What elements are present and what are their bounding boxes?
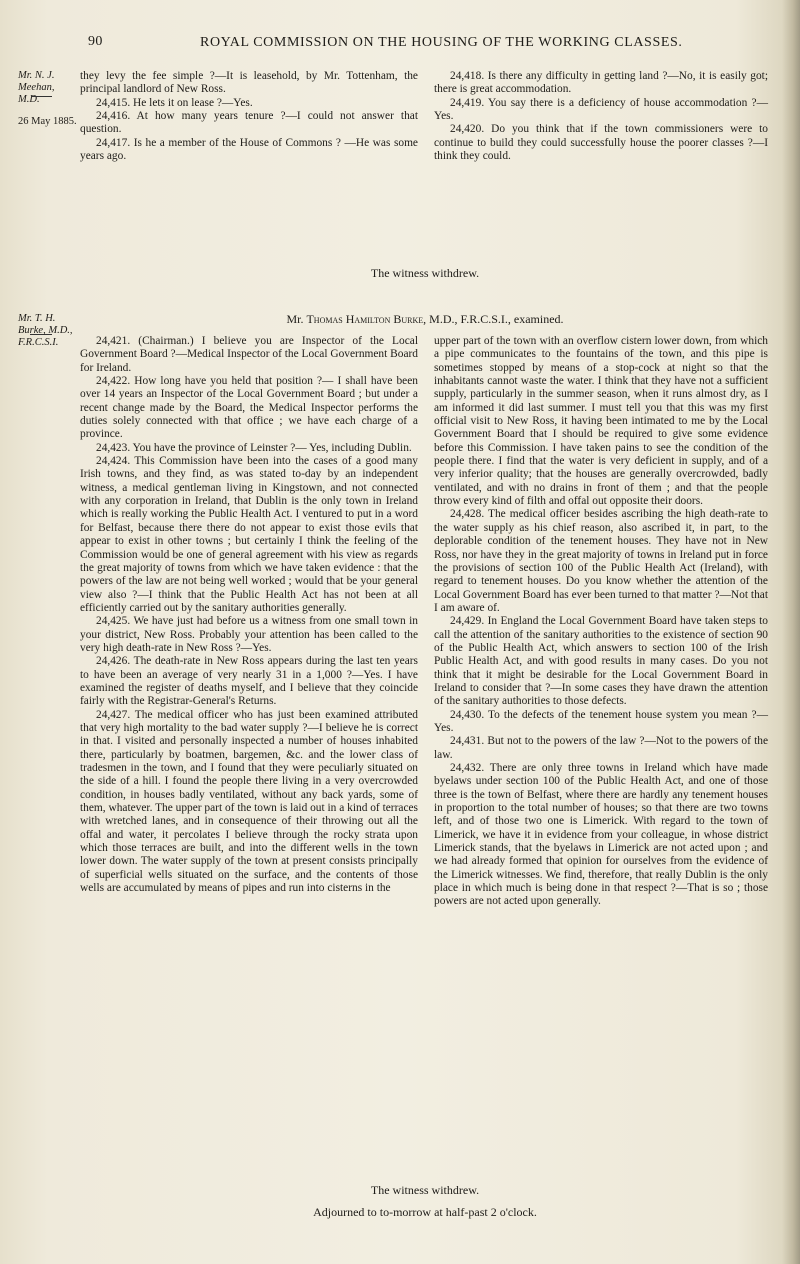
section1-left-column [80, 70, 418, 163]
witness-name: Thomas Hamilton Burke [306, 312, 424, 326]
paragraph: 24,431. But not to the powers of the law ?—Not to the powers of the law. [434, 735, 768, 761]
examined-prefix: Mr. [286, 312, 307, 326]
witness-withdrew-1: The witness withdrew. [370, 266, 480, 280]
paragraph: 24,426. The death-rate in New Ross appears during the last ten years to have been an average of very nearly 31 in a 1,000 ?—Yes. I have examined the register of deaths myself, and I believe that they coincide fairly with the Registrar-General's Returns. [80, 655, 418, 708]
page-edge-shadow [782, 0, 800, 1264]
section2-right-column [434, 335, 768, 909]
margin-note-witness-2 [18, 313, 78, 349]
examined-heading [80, 312, 770, 327]
margin-witness-name: Mr. T. H. Burke, M.D., F.R.C.S.I. [18, 313, 73, 348]
paragraph: 24,419. You say there is a deficiency of house accommodation ?—Yes. [434, 96, 768, 123]
paragraph: 24,416. At how many years tenure ?—I could not answer that question. [80, 110, 418, 136]
margin-witness-name: Mr. N. J. Meehan, M.D. [18, 70, 55, 105]
paragraph: 24,421. (Chairman.) I believe you are Inspector of the Local Government Board ?—Medical Inspector of the Local Government Board for Ireland. [80, 335, 418, 374]
running-title: ROYAL COMMISSION ON THE HOUSING OF THE WORKING CLASSES. [200, 35, 683, 50]
paragraph: 24,424. This Commission have been into the cases of a good many Irish towns, and they find, as was stated to-day by an independent witness, a medical gentleman living in Kingstown, and not connected with any corporation in Ireland, that Dublin is the only town in Ireland which is really working the Public Health Act. I ventured to put in a word for Belfast, because there there do not appear to exist those evils that appear to exist in other towns ; but certainly I think the feeling of the Commission would be one of general agreement with his view as regards the great majority of towns from which we have taken evidence : that the powers of the law are not being well worked ; would that be your general view also ?—I think that the Public Health Act has not been at all efficiently carried out by the sanitary authorities generally. [80, 455, 418, 614]
paragraph: 24,417. Is he a member of the House of Commons ? —He was some years ago. [80, 136, 418, 163]
margin-date: 26 May 1885. [18, 116, 77, 127]
witness-withdrew-2: The witness withdrew. [370, 1183, 480, 1197]
margin-rule [32, 96, 52, 97]
paragraph: 24,418. Is there any difficulty in getting land ?—No, it is easily got; there is great accommodation. [434, 70, 768, 96]
paragraph: 24,420. Do you think that if the town commissioners were to continue to build they could successfully house the poorer classes ?—I think they could. [434, 123, 768, 163]
paragraph: 24,427. The medical officer who has just been examined attributed that very high mortality to the bad water supply ?—I believe he is correct in that. I visited and personally inspected a number of houses inhabited there, particularly by boatmen, bargemen, &c. and the lower class of tradesmen in the town, and I found that they were peculiarly situated on the side of a hill. I found the people there living in a very overcrowded condition, in houses badly ventilated, without any back yards, some of them, whatever. The upper part of the town is laid out in a kind of terraces with wretched lanes, and in consequence of their throwing out all the offal and water, it percolates I believe through the rocky strata upon which those terraces are built, and into the different wells in the town lower down. The water supply of the town at present consists principally of superficial wells situated on the surface, and the contents of those wells are accumulated by means of pipes and run into cisterns in the [80, 708, 418, 895]
paragraph: 24,415. He lets it on lease ?—Yes. [96, 96, 253, 109]
page-header [80, 34, 770, 56]
paragraph: 24,429. In England the Local Government Board have taken steps to call the attention of the sanitary authorities to the existence of section 90 of the Public Health Act, which answers to section 100 of the Irish Public Health Act, and with good results in many cases. Do you not think that it might be desirable for the Local Government Board in Ireland to consider that ?—In some cases they have drawn the attention of the sanitary authorities to those defects. [434, 615, 768, 708]
paragraph: they levy the fee simple ?—It is leasehold, by Mr. Tottenham, the principal landlord of New Ross. [80, 70, 418, 96]
margin-note-witness-1 [18, 70, 78, 128]
section1-right-column [434, 70, 768, 163]
section2-left-column [80, 335, 418, 895]
paragraph: 24,430. To the defects of the tenement house system you mean ?—Yes. [434, 708, 768, 734]
page-number: 90 [88, 34, 103, 49]
paragraph: 24,422. How long have you held that position ?— I shall have been over 14 years an Inspector of the Local Government Board ; but under a recent change made by the Board, the Medical Inspector performs the duties solely connected with that office ; we have each charge of a province. [80, 375, 418, 441]
examined-suffix: , M.D., F.R.C.S.I., examined. [423, 312, 564, 326]
paragraph: 24,425. We have just had before us a witness from one small town in your district, New Ross. Probably your attention has been called to the very high death-rate in New Ross ?—Yes. [80, 615, 418, 654]
adjournment-note: Adjourned to to-morrow at half-past 2 o'clock. [313, 1205, 537, 1219]
paragraph: 24,428. The medical officer besides ascribing the high death-rate to the water supply as his chief reason, also ascribed it, in part, to the deplorable condition of the tenement houses. They have not in New Ross, nor have they in the great majority of towns in Ireland put in force the provisions of section 100 of the Public Health Act (Ireland), with regard to tenement houses. Do you know whether the attention of the Local Government Board has ever been turned to that matter ?—Not that I am aware of. [434, 508, 768, 614]
margin-rule [30, 334, 52, 335]
paragraph: upper part of the town with an overflow cistern lower down, from which a pipe communicates to the fountains of the town, and this pipe is sometimes stopped by means of a stop-cock at night so that the inhabitants cannot waste the water. I think that they have not a sufficient supply, particularly in the summer season, when it runs almost dry, as I am informed it did last summer. I must tell you that this was my first official visit to New Ross, it having been intimated to me by the Local Government Board that I should be required to give some evidence before this Commission. I have taken pains to see the condition of the people there. I find that the water is very deficient in supply, and of a very inferior quality; that the houses are generally overcrowded, badly ventilated, and with no drains in front of them ; and that the people throw every kind of filth and offal out opposite their doors. [434, 335, 768, 508]
paragraph: 24,423. You have the province of Leinster ?— Yes, including Dublin. [96, 441, 412, 454]
paragraph: 24,432. There are only three towns in Ireland which have made byelaws under section 100 of the Public Health Act, and one of those three is the town of Belfast, where there are hardly any tenement houses in proportion to the total number of houses; so that there are two towns left, and of those two one is Limerick. With regard to the town of Limerick, we have it in evidence from your colleague, in whose district Limerick stands, that the byelaws in Limerick are not acted upon ; and we had already formed that opinion for ourselves from the evidence of the Limerick witnesses. We find, therefore, that really Dublin is the only place in which much is being done in that respect ?—That is so ; those powers are not acted upon generally. [434, 762, 768, 908]
